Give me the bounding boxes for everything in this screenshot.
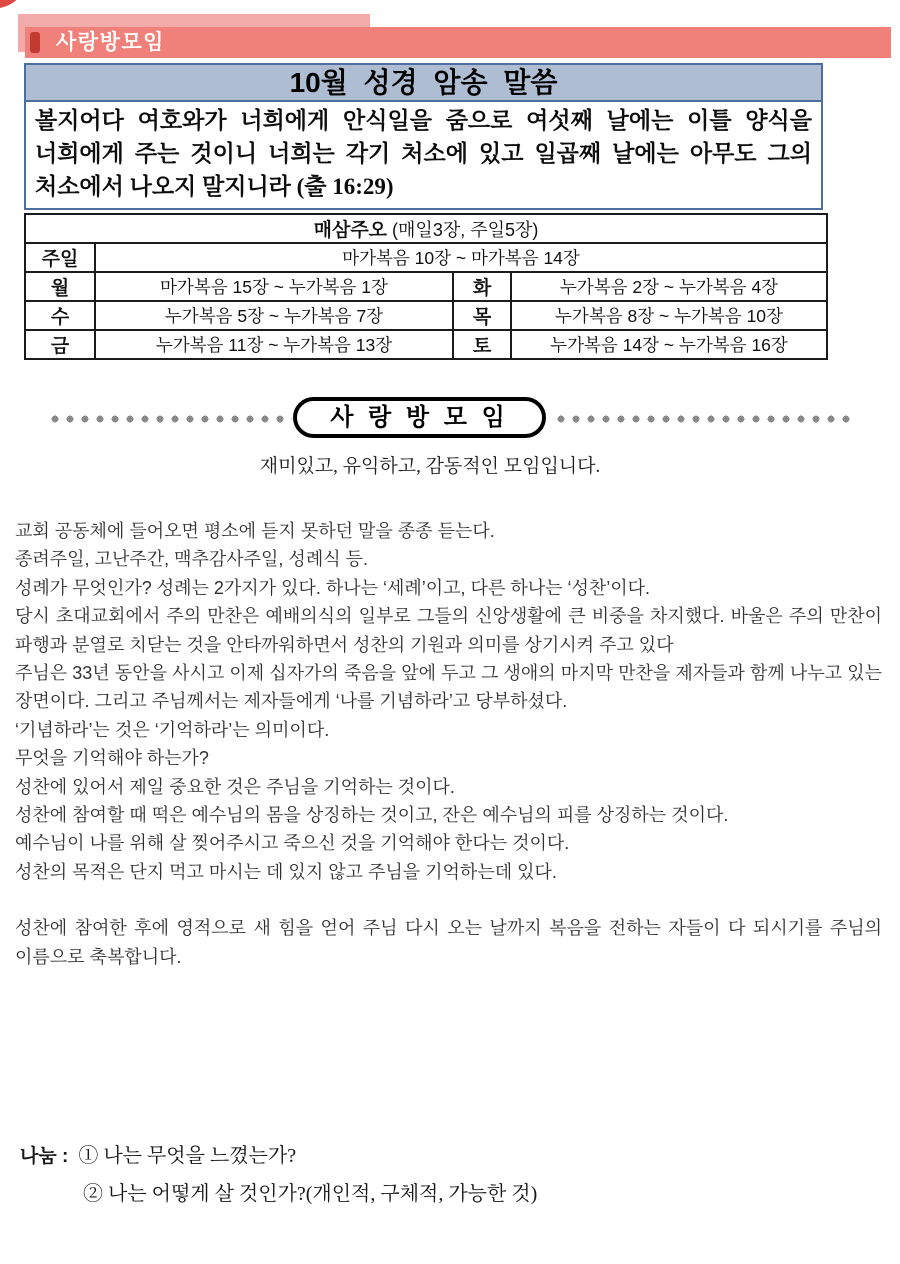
meeting-subtitle: 재미있고, 유익하고, 감동적인 모임입니다. — [259, 456, 601, 477]
body-closing-paragraph: 성찬에 참여한 후에 영적으로 새 힘을 얻어 주님 다시 오는 날까지 복음을 전하는 자들이 다 되시기를 주님의 이름으로 축복합니다. — [15, 918, 882, 967]
sharing-section — [20, 1139, 537, 1206]
table-row — [25, 214, 827, 243]
day-label: 수 — [25, 301, 95, 330]
reading-range: 누가복음 11장 ~ 누가복음 13장 — [95, 330, 453, 359]
table-row — [25, 301, 827, 330]
section-title: 사랑방모임 — [56, 31, 165, 54]
divider-dots-left — [50, 414, 292, 424]
reading-range-sunday: 마가복음 10장 ~ 마가복음 14장 — [95, 243, 827, 272]
reading-range: 누가복음 5장 ~ 누가복음 7장 — [95, 301, 453, 330]
schedule-title-cell — [25, 214, 827, 243]
body-paragraph: 종려주일, 고난주간, 맥추감사주일, 성례식 등. — [15, 549, 368, 570]
memory-verse-title: 10월 성경 암송 말씀 — [26, 65, 821, 102]
sharing-question-2: ② 나는 어떻게 살 것인가?(개인적, 구체적, 가능한 것) — [83, 1183, 538, 1205]
body-paragraph: ‘기념하라’는 것은 ‘기억하라’는 의미이다. — [15, 719, 330, 740]
body-paragraph: 예수님이 나를 위해 살 찢어주시고 죽으신 것을 기억해야 한다는 것이다. — [15, 833, 570, 854]
sharing-question-1: ① 나는 무엇을 느꼈는가? — [78, 1145, 297, 1167]
day-label-sunday: 주일 — [25, 243, 95, 272]
banner-accent-bar — [30, 32, 40, 53]
table-row — [25, 330, 827, 359]
reading-range: 누가복음 8장 ~ 누가복음 10장 — [511, 301, 827, 330]
memory-verse-text: 볼지어다 여호와가 너희에게 안식일을 줌으로 여섯째 날에는 이틀 양식을 너희에게 주는 것이니 너희는 각기 처소에 있고 일곱째 날에는 아무도 그의 처소에서 나오지 말지니라 (출 16:29) — [35, 108, 812, 199]
day-label: 목 — [453, 301, 511, 330]
body-paragraph: 주님은 33년 동안을 사시고 이제 십자가의 죽음을 앞에 두고 그 생애의 마지막 만찬을 제자들과 함께 나누고 있는 장면이다. 그리고 주님께서는 제자들에게 ‘나를 기념하라’고 당부하셨다. — [15, 663, 882, 712]
day-label: 화 — [453, 272, 511, 301]
reading-range: 누가복음 14장 ~ 누가복음 16장 — [511, 330, 827, 359]
section-banner — [25, 27, 891, 58]
divider-pill-label: 사 랑 방 모 임 — [293, 397, 546, 438]
body-paragraph: 당시 초대교회에서 주의 만찬은 예배의식의 일부로 그들의 신앙생활에 큰 비중을 차지했다. 바울은 주의 만찬이 파행과 분열로 치닫는 것을 안타까워하면서 성찬의 기원과 의미를 상기시켜 주고 있다 — [15, 606, 882, 655]
day-label: 월 — [25, 272, 95, 301]
sharing-label: 나눔 : — [20, 1146, 69, 1167]
schedule-title: 매삼주오 — [313, 220, 388, 241]
reading-range: 누가복음 2장 ~ 누가복음 4장 — [511, 272, 827, 301]
day-label: 토 — [453, 330, 511, 359]
body-paragraph: 성찬에 있어서 제일 중요한 것은 주님을 기억하는 것이다. — [15, 776, 455, 797]
table-row — [25, 243, 827, 272]
schedule-title-note: (매일3장, 주일5장) — [392, 220, 539, 240]
reading-range: 마가복음 15장 ~ 누가복음 1장 — [95, 272, 453, 301]
body-text — [15, 517, 882, 971]
body-paragraph: 무엇을 기억해야 하는가? — [15, 748, 209, 769]
table-row — [25, 272, 827, 301]
divider-dots-right — [556, 414, 852, 424]
body-paragraph: 성찬의 목적은 단지 먹고 마시는 데 있지 않고 주님을 기억하는데 있다. — [15, 861, 557, 882]
reading-schedule-table — [24, 213, 828, 360]
sharing-line-1 — [20, 1139, 537, 1168]
day-label: 금 — [25, 330, 95, 359]
corner-arc-decoration — [0, 0, 20, 9]
body-paragraph: 교회 공동체에 들어오면 평소에 듣지 못하던 말을 종종 듣는다. — [15, 521, 495, 541]
body-paragraph: 성례가 무엇인가? 성례는 2가지가 있다. 하나는 ‘세례’이고, 다른 하나는 ‘성찬’이다. — [15, 577, 651, 598]
memory-verse-box — [24, 63, 823, 210]
body-paragraph: 성찬에 참여할 때 떡은 예수님의 몸을 상징하는 것이고, 잔은 예수님의 피를 상징하는 것이다. — [15, 805, 729, 826]
